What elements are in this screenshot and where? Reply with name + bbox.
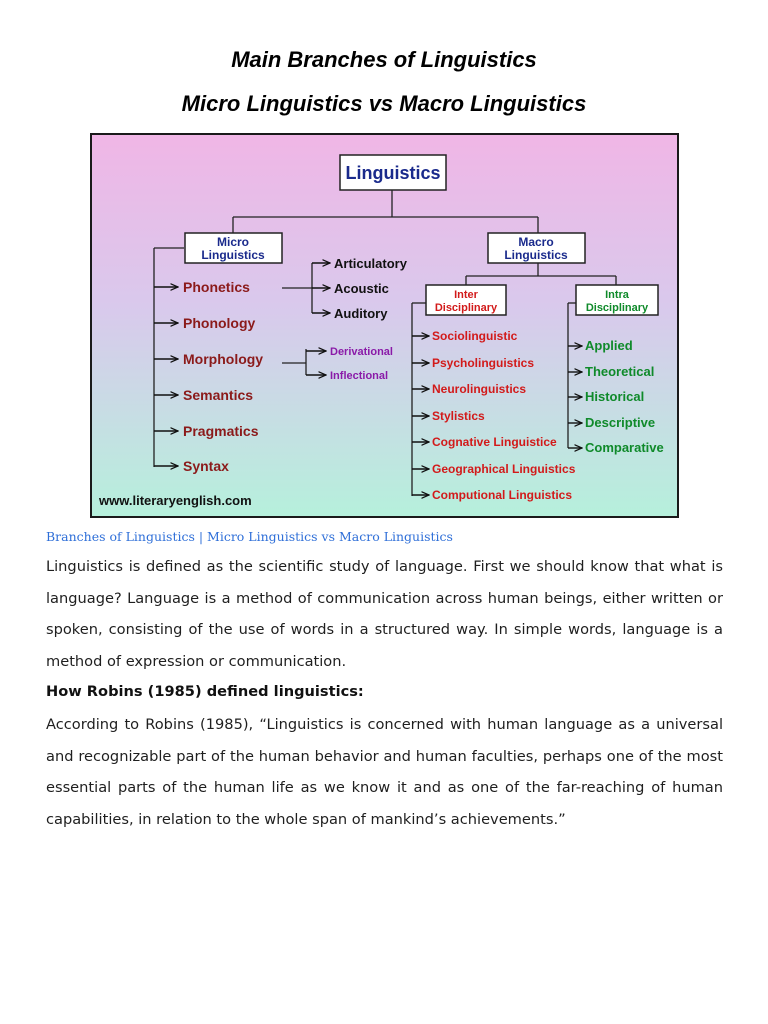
branch-semantics: Semantics [183,387,254,403]
branch-syntax: Syntax [183,458,229,474]
page-subtitle: Micro Linguistics vs Macro Linguistics [181,91,587,116]
inter-item-computional: Computional Linguistics [432,488,572,502]
branch-phonology: Phonology [183,315,256,331]
macro-label-line2: Linguistics [504,248,568,262]
intra-arrows [568,346,582,448]
phonetics-acoustic: Acoustic [334,281,389,296]
morphology-inflectional: Inflectional [330,370,389,382]
watermark-url: www.literaryenglish.com [99,493,252,508]
branch-phonetics: Phonetics [183,279,250,295]
macro-label-line1: Macro [518,235,554,249]
morphology-derivational: Derivational [330,346,393,358]
intra-label-line2: Disciplinary [585,302,649,314]
inter-item-stylistics: Stylistics [432,409,485,423]
inter-item-geographical: Geographical Linguistics [432,462,576,476]
micro-label-line2: Linguistics [201,248,265,262]
intra-item-historical: Historical [585,389,645,404]
inter-item-neurolinguistics: Neurolinguistics [432,382,527,396]
phonetics-articulatory: Articulatory [334,256,407,271]
intra-item-applied: Applied [585,338,633,353]
inter-label-line1: Inter [454,289,478,301]
branch-morphology: Morphology [183,351,264,367]
inter-item-sociolinguistic: Sociolinguistic [432,329,518,343]
intra-label-line1: Intra [605,289,629,301]
inter-arrows [412,336,429,495]
section-heading: How Robins (1985) defined linguistics: [46,683,364,700]
inter-item-cognative: Cognative Linguistice [432,435,557,449]
micro-label-line1: Micro [216,235,250,249]
root-label: Linguistics [345,163,441,183]
page-title: Main Branches of Linguistics [231,47,537,72]
robins-paragraph: According to Robins (1985), “Linguistics is concerned with human language as a universal and recognizable part of the human behavior and human faculties, perhaps one of the most essential parts of the human life as we know it and as one of the far-reaching of human capabilities, in relation to the whole span of mankind’s achievements.” [46,716,723,828]
linguistics-diagram [90,133,679,518]
phonetics-auditory: Auditory [334,306,388,321]
branch-pragmatics: Pragmatics [183,423,259,439]
intra-item-comparative: Comparative [585,440,664,455]
inter-item-psycholinguistics: Psycholinguistics [432,356,535,370]
intro-paragraph: Linguistics is defined as the scientific study of language. First we should know that what is language? Language is a method of communication across human beings, either written or spoken, consisting of the use of words in a structured way. In simple words, language is a method of expression or communication. [46,558,723,670]
inter-label-line2: Disciplinary [434,302,498,314]
intra-item-descriptive: Descriptive [585,415,656,430]
figure-caption: Branches of Linguistics | Micro Linguistics vs Macro Linguistics [46,529,453,544]
intra-item-theoretical: Theoretical [585,364,655,379]
